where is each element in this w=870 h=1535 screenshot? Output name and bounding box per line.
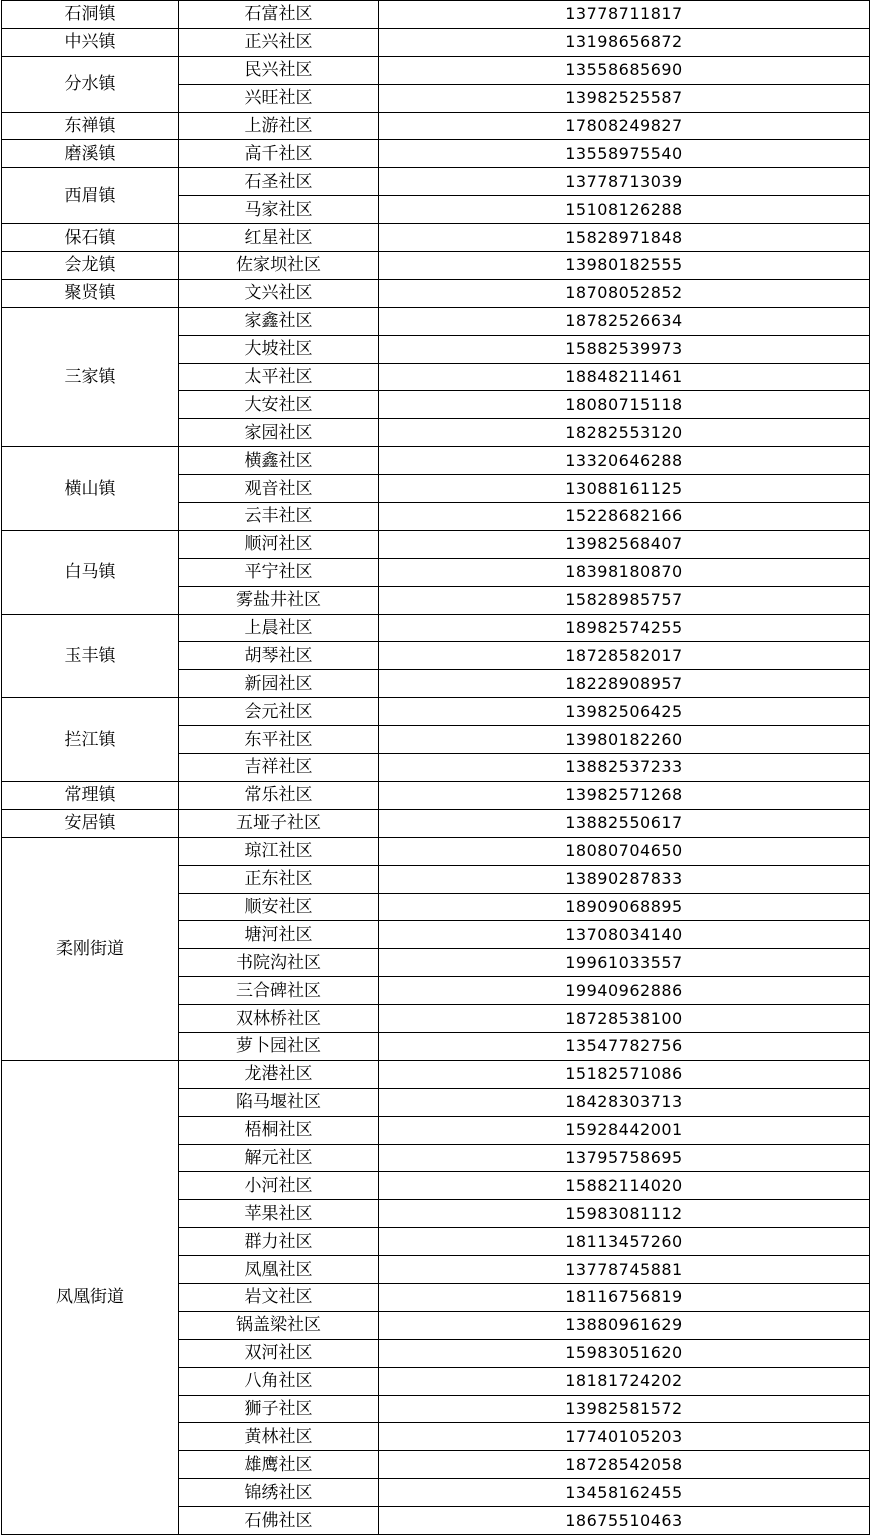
phone-cell: 18909068895 <box>379 893 870 921</box>
phone-cell: 18675510463 <box>379 1507 870 1535</box>
community-cell: 雄鹰社区 <box>179 1451 379 1479</box>
community-cell: 佐家坝社区 <box>179 252 379 280</box>
community-cell: 苹果社区 <box>179 1200 379 1228</box>
community-cell: 双河社区 <box>179 1339 379 1367</box>
community-cell: 家鑫社区 <box>179 307 379 335</box>
phone-cell: 19940962886 <box>379 977 870 1005</box>
phone-cell: 13778711817 <box>379 1 870 29</box>
table-row <box>2 140 870 168</box>
phone-cell: 18228908957 <box>379 670 870 698</box>
phone-cell: 15828985757 <box>379 586 870 614</box>
table-row <box>2 837 870 865</box>
phone-cell: 18728542058 <box>379 1451 870 1479</box>
town-cell: 会龙镇 <box>2 252 179 280</box>
table-row <box>2 530 870 558</box>
community-cell: 东平社区 <box>179 726 379 754</box>
community-cell: 雾盐井社区 <box>179 586 379 614</box>
community-cell: 文兴社区 <box>179 279 379 307</box>
phone-cell: 13890287833 <box>379 865 870 893</box>
table-row <box>2 1060 870 1088</box>
town-cell: 聚贤镇 <box>2 279 179 307</box>
table-row <box>2 28 870 56</box>
town-cell: 玉丰镇 <box>2 614 179 698</box>
community-cell: 梧桐社区 <box>179 1116 379 1144</box>
table-row <box>2 809 870 837</box>
phone-cell: 13547782756 <box>379 1032 870 1060</box>
phone-cell: 18428303713 <box>379 1088 870 1116</box>
phone-cell: 13982581572 <box>379 1395 870 1423</box>
community-cell: 胡琴社区 <box>179 642 379 670</box>
phone-cell: 13982525587 <box>379 84 870 112</box>
phone-cell: 18398180870 <box>379 558 870 586</box>
town-cell: 东禅镇 <box>2 112 179 140</box>
community-cell: 石富社区 <box>179 1 379 29</box>
community-cell: 平宁社区 <box>179 558 379 586</box>
community-cell: 黄林社区 <box>179 1423 379 1451</box>
phone-cell: 13882550617 <box>379 809 870 837</box>
community-cell: 萝卜园社区 <box>179 1032 379 1060</box>
table-row <box>2 698 870 726</box>
phone-cell: 18728582017 <box>379 642 870 670</box>
phone-cell: 18080704650 <box>379 837 870 865</box>
phone-cell: 15828971848 <box>379 224 870 252</box>
table-row <box>2 112 870 140</box>
phone-cell: 13980182260 <box>379 726 870 754</box>
community-cell: 琼江社区 <box>179 837 379 865</box>
town-cell: 石洞镇 <box>2 1 179 29</box>
town-cell: 西眉镇 <box>2 168 179 224</box>
phone-cell: 18728538100 <box>379 1005 870 1033</box>
table-row <box>2 224 870 252</box>
town-cell: 常理镇 <box>2 781 179 809</box>
table-row <box>2 781 870 809</box>
community-cell: 凤凰社区 <box>179 1256 379 1284</box>
community-cell: 会元社区 <box>179 698 379 726</box>
contact-table-body <box>2 1 870 1535</box>
community-cell: 上晨社区 <box>179 614 379 642</box>
phone-cell: 13320646288 <box>379 447 870 475</box>
phone-cell: 19961033557 <box>379 949 870 977</box>
community-cell: 新园社区 <box>179 670 379 698</box>
community-cell: 横鑫社区 <box>179 447 379 475</box>
community-cell: 马家社区 <box>179 196 379 224</box>
table-row <box>2 447 870 475</box>
community-cell: 龙港社区 <box>179 1060 379 1088</box>
community-cell: 民兴社区 <box>179 56 379 84</box>
phone-cell: 17808249827 <box>379 112 870 140</box>
community-cell: 狮子社区 <box>179 1395 379 1423</box>
town-cell: 安居镇 <box>2 809 179 837</box>
community-cell: 双林桥社区 <box>179 1005 379 1033</box>
community-cell: 正东社区 <box>179 865 379 893</box>
community-cell: 塘河社区 <box>179 921 379 949</box>
phone-cell: 13882537233 <box>379 754 870 782</box>
phone-cell: 15228682166 <box>379 503 870 531</box>
table-row <box>2 56 870 84</box>
town-cell: 拦江镇 <box>2 698 179 782</box>
community-cell: 陷马堰社区 <box>179 1088 379 1116</box>
community-cell: 石佛社区 <box>179 1507 379 1535</box>
community-cell: 顺安社区 <box>179 893 379 921</box>
table-row <box>2 614 870 642</box>
community-cell: 上游社区 <box>179 112 379 140</box>
phone-cell: 13088161125 <box>379 475 870 503</box>
phone-cell: 18116756819 <box>379 1283 870 1311</box>
community-cell: 大坡社区 <box>179 335 379 363</box>
phone-cell: 17740105203 <box>379 1423 870 1451</box>
phone-cell: 15928442001 <box>379 1116 870 1144</box>
town-cell: 凤凰街道 <box>2 1060 179 1534</box>
community-cell: 太平社区 <box>179 363 379 391</box>
phone-cell: 13982571268 <box>379 781 870 809</box>
phone-cell: 18782526634 <box>379 307 870 335</box>
phone-cell: 18282553120 <box>379 419 870 447</box>
phone-cell: 13558685690 <box>379 56 870 84</box>
community-cell: 八角社区 <box>179 1367 379 1395</box>
phone-cell: 18982574255 <box>379 614 870 642</box>
community-cell: 小河社区 <box>179 1172 379 1200</box>
town-cell: 柔刚街道 <box>2 837 179 1060</box>
phone-cell: 13880961629 <box>379 1311 870 1339</box>
table-row <box>2 307 870 335</box>
community-cell: 书院沟社区 <box>179 949 379 977</box>
table-row <box>2 1 870 29</box>
community-cell: 顺河社区 <box>179 530 379 558</box>
town-cell: 保石镇 <box>2 224 179 252</box>
community-cell: 吉祥社区 <box>179 754 379 782</box>
community-cell: 常乐社区 <box>179 781 379 809</box>
table-row <box>2 252 870 280</box>
community-cell: 兴旺社区 <box>179 84 379 112</box>
phone-cell: 13458162455 <box>379 1479 870 1507</box>
phone-cell: 13982506425 <box>379 698 870 726</box>
phone-cell: 13198656872 <box>379 28 870 56</box>
town-cell: 白马镇 <box>2 530 179 614</box>
contact-table <box>1 0 870 1535</box>
phone-cell: 18848211461 <box>379 363 870 391</box>
community-cell: 五垭子社区 <box>179 809 379 837</box>
town-cell: 横山镇 <box>2 447 179 531</box>
town-cell: 磨溪镇 <box>2 140 179 168</box>
phone-cell: 13558975540 <box>379 140 870 168</box>
phone-cell: 13980182555 <box>379 252 870 280</box>
phone-cell: 13795758695 <box>379 1144 870 1172</box>
community-cell: 解元社区 <box>179 1144 379 1172</box>
phone-cell: 15882114020 <box>379 1172 870 1200</box>
community-cell: 三合碑社区 <box>179 977 379 1005</box>
community-cell: 高千社区 <box>179 140 379 168</box>
phone-cell: 18708052852 <box>379 279 870 307</box>
phone-cell: 13982568407 <box>379 530 870 558</box>
phone-cell: 15983051620 <box>379 1339 870 1367</box>
phone-cell: 13778745881 <box>379 1256 870 1284</box>
community-cell: 锅盖梁社区 <box>179 1311 379 1339</box>
town-cell: 三家镇 <box>2 307 179 446</box>
phone-cell: 15182571086 <box>379 1060 870 1088</box>
community-cell: 家园社区 <box>179 419 379 447</box>
phone-cell: 18113457260 <box>379 1228 870 1256</box>
community-cell: 云丰社区 <box>179 503 379 531</box>
table-row <box>2 168 870 196</box>
community-cell: 红星社区 <box>179 224 379 252</box>
town-cell: 中兴镇 <box>2 28 179 56</box>
community-cell: 观音社区 <box>179 475 379 503</box>
phone-cell: 18080715118 <box>379 391 870 419</box>
phone-cell: 18181724202 <box>379 1367 870 1395</box>
community-cell: 石圣社区 <box>179 168 379 196</box>
phone-cell: 15108126288 <box>379 196 870 224</box>
community-cell: 群力社区 <box>179 1228 379 1256</box>
phone-cell: 15882539973 <box>379 335 870 363</box>
community-cell: 正兴社区 <box>179 28 379 56</box>
phone-cell: 13708034140 <box>379 921 870 949</box>
phone-cell: 15983081112 <box>379 1200 870 1228</box>
community-cell: 锦绣社区 <box>179 1479 379 1507</box>
phone-cell: 13778713039 <box>379 168 870 196</box>
community-cell: 大安社区 <box>179 391 379 419</box>
town-cell: 分水镇 <box>2 56 179 112</box>
community-cell: 岩文社区 <box>179 1283 379 1311</box>
table-row <box>2 279 870 307</box>
